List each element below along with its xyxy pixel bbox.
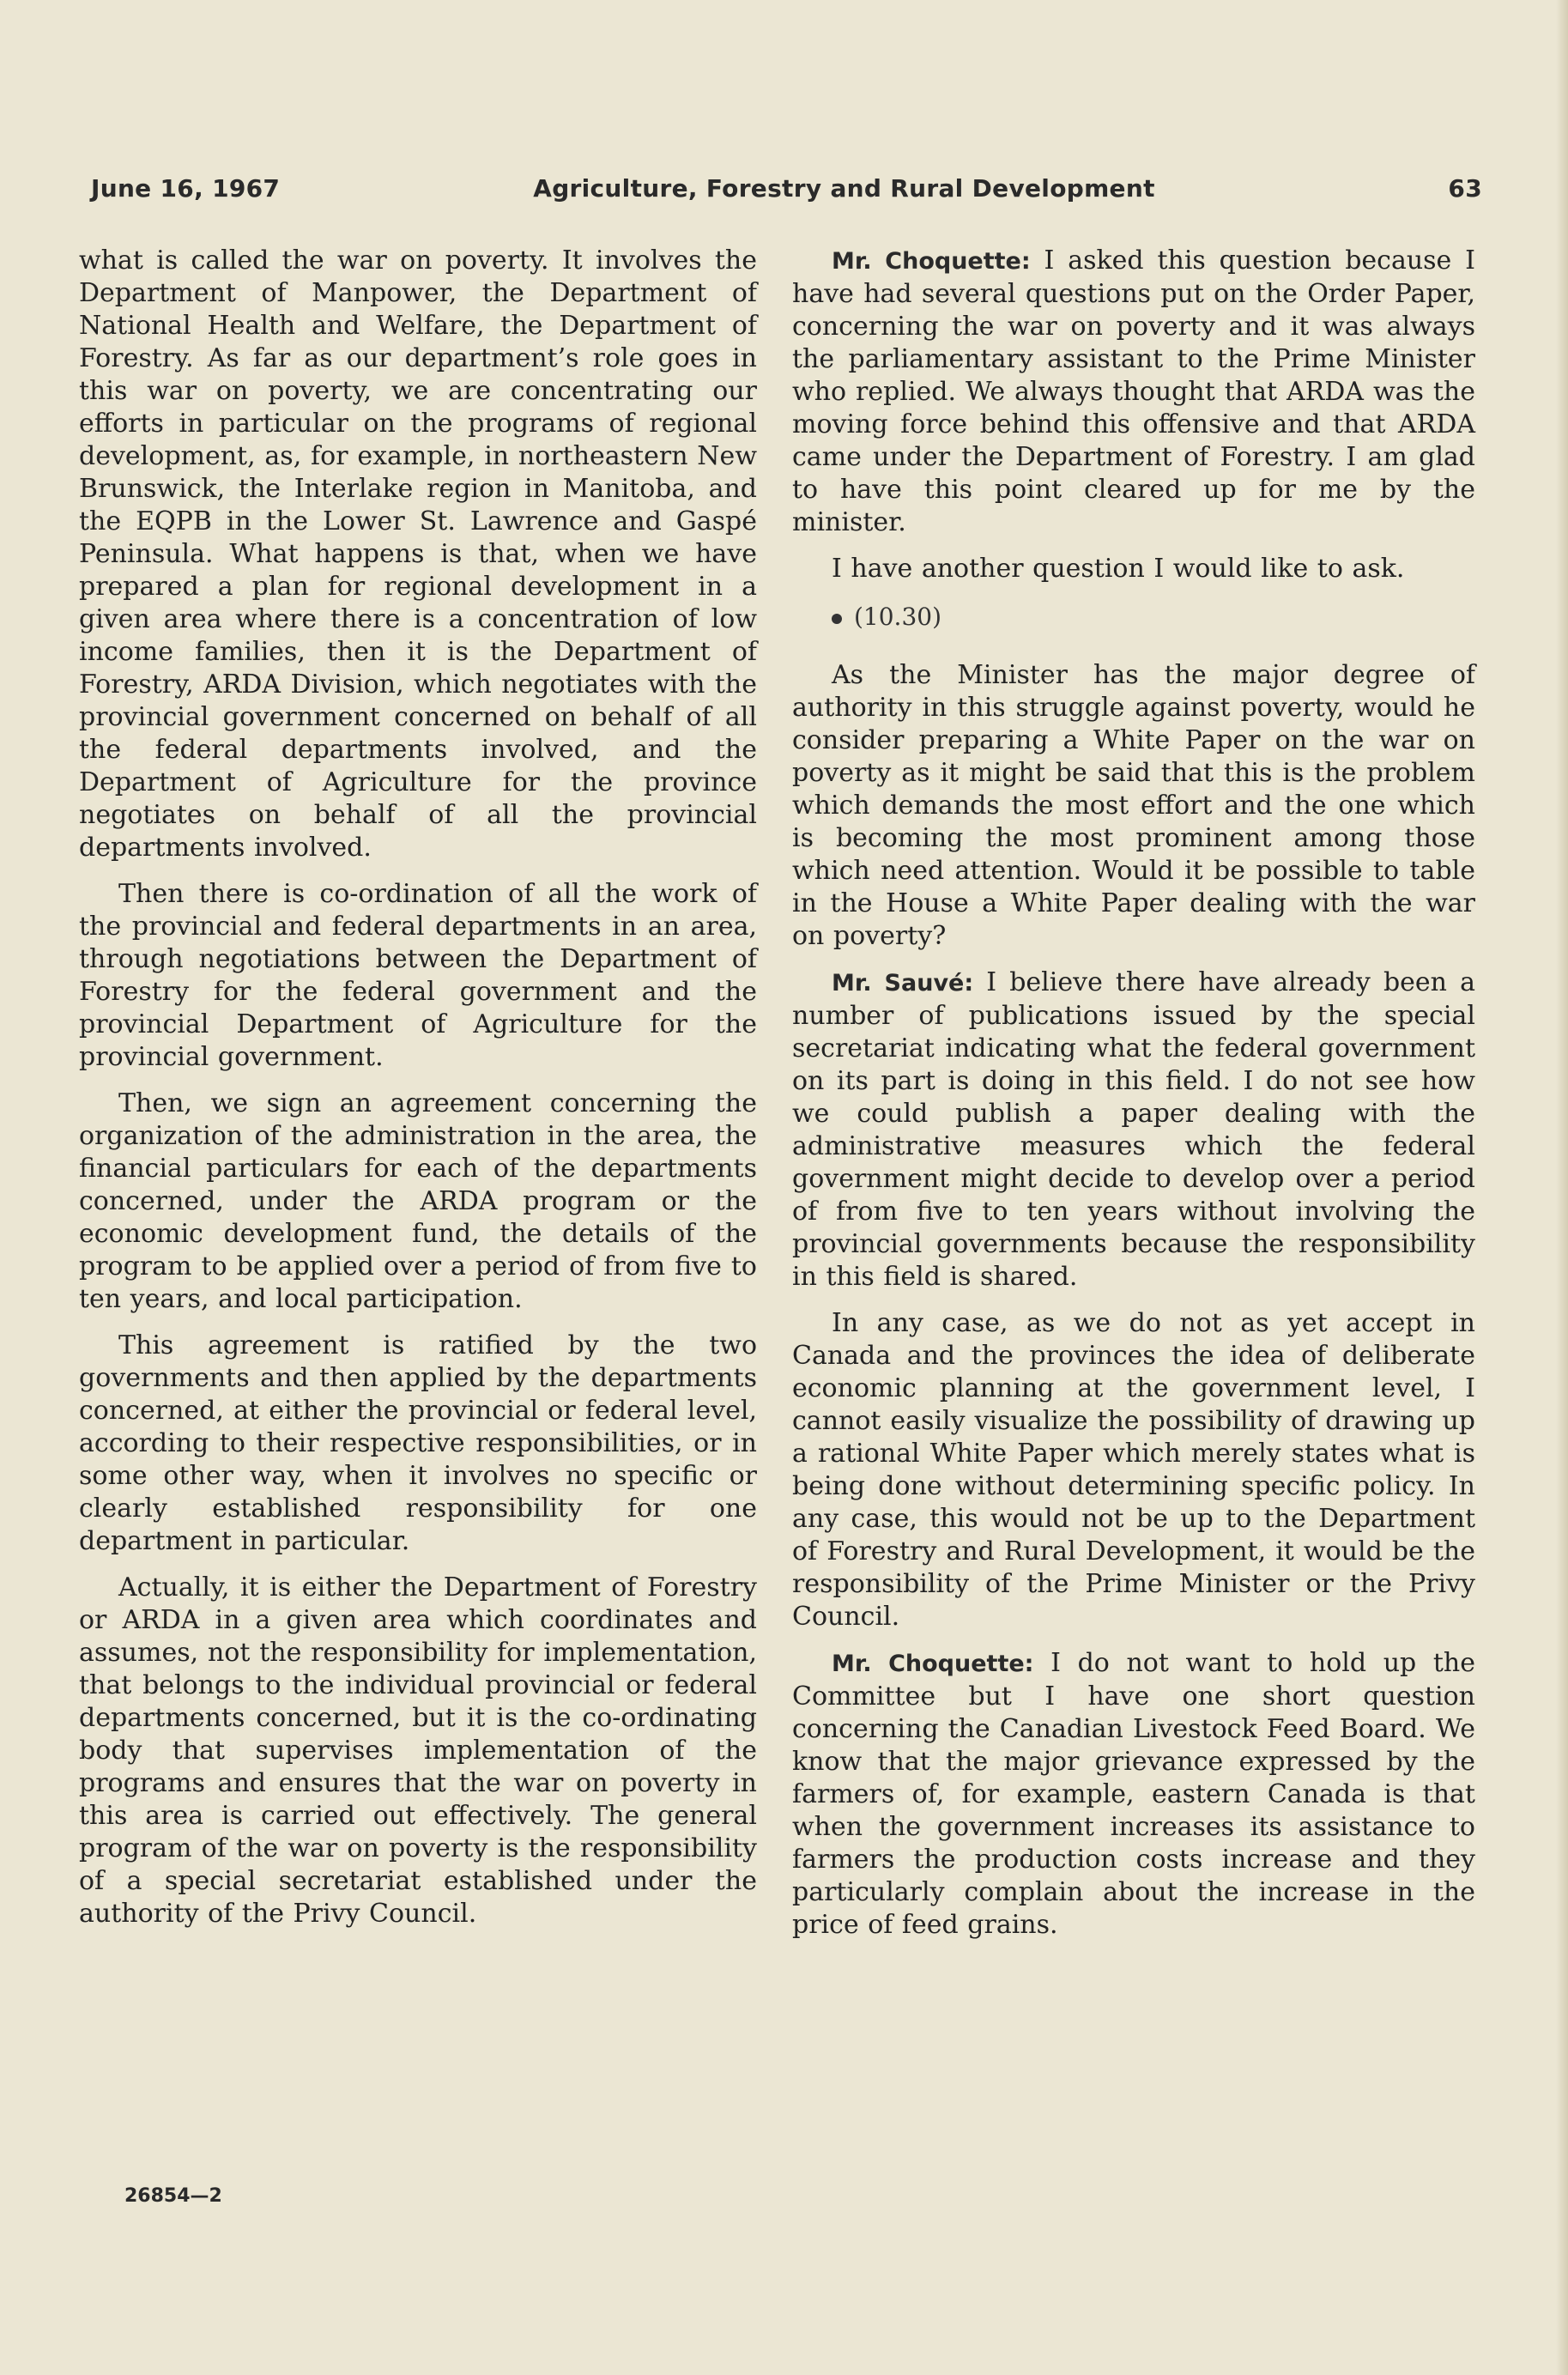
speaker-name: Mr. Choquette: bbox=[832, 248, 1031, 275]
page-number: 63 bbox=[1448, 174, 1482, 203]
bullet-icon bbox=[832, 614, 842, 624]
right-column bbox=[792, 245, 1475, 1955]
paragraph: Then, we sign an agreement concerning the organization of the administration in the area, the financial particulars for each of the departments concerned, under the ARDA program or the economic development fund, the details of the program to be applied over a period of from five to ten years, and local participation. bbox=[79, 1088, 757, 1314]
paragraph: As the Minister has the major degree of authority in this struggle against poverty, would he consider preparing a White Paper on the war on poverty as it might be said that this is the problem which demands the most effort and the one which is becoming the most prominent among those which need attention. Would it be possible to table in the House a White Paper dealing with the war on poverty? bbox=[792, 660, 1475, 951]
header-title: Agriculture, Forestry and Rural Development bbox=[533, 174, 1155, 203]
paragraph: what is called the war on poverty. It involves the Department of Manpower, the Department of National Health and Welfare, the Department of Forestry. As far as our department’s role goes in this war on poverty, we are concentrating our efforts in particular on the programs of regional development, as, for example, in northeastern New Brunswick, the Interlake region in Manitoba, and the EQPB in the Lower St. Lawrence and Gaspé Peninsula. What happens is that, when we have prepared a plan for regional development in a given area where there is a concentration of low income families, then it is the Department of Forestry, ARDA Division, which negotiates with the provincial government concerned on behalf of all the federal departments involved, and the Department of Agriculture for the province negotiates on behalf of all the provincial departments involved. bbox=[79, 245, 757, 863]
speech-paragraph bbox=[792, 245, 1475, 539]
timestamp-marker bbox=[832, 601, 1475, 633]
speech-paragraph bbox=[792, 1647, 1475, 1942]
paragraph: Then there is co-ordination of all the work of the provincial and federal departments in an area, through negotiations between the Department of Forestry for the federal government and the provincial Department of Agriculture for the provincial government. bbox=[79, 879, 757, 1072]
page-edge-shadow bbox=[1556, 0, 1568, 2375]
paragraph: This agreement is ratified by the two governments and then applied by the departments concerned, at either the provincial or federal level, according to their respective responsibilities, or in some other way, when it involves no specific or clearly established responsibility for one department in particular. bbox=[79, 1330, 757, 1556]
speaker-name: Mr. Choquette: bbox=[832, 1651, 1034, 1677]
timestamp-text: (10.30) bbox=[854, 603, 942, 631]
speech-text: I believe there have already been a number of publications issued by the special secretariat indicating what the federal government on its part is doing in this field. I do not see how we could publish a paper dealing with the administrative measures which the federal government might decide to develop over a period of from five to ten years without involving the provincial governments because the responsibility in this field is shared. bbox=[792, 967, 1475, 1292]
speech-text: I asked this question because I have had several questions put on the Order Paper, concerning the war on poverty and it was always the parliamentary assistant to the Prime Minister who replied. We always thought that ARDA was the moving force behind this offensive and that ARDA came under the Department of Forestry. I am glad to have this point cleared up for me by the minister. bbox=[792, 245, 1475, 537]
header-date: June 16, 1967 bbox=[91, 174, 281, 203]
paragraph: I have another question I would like to ask. bbox=[832, 554, 1405, 584]
speech-text: I do not want to hold up the Committee but I have one short question concerning the Canadian Livestock Feed Board. We know that the major grievance expressed by the farmers of, for example, eastern Canada is that when the government increases its assistance to farmers the production costs increase and they particularly complain about the increase in the price of feed grains. bbox=[792, 1648, 1475, 1940]
left-column bbox=[79, 245, 757, 1944]
speaker-name: Mr. Sauvé: bbox=[832, 970, 974, 997]
speech-paragraph bbox=[792, 966, 1475, 1294]
paragraph: Actually, it is either the Department of Forestry or ARDA in a given area which coordinates and assumes, not the responsibility for implementation, that belongs to the individual provincial or federal departments concerned, but it is the co-ordinating body that supervises implementation of the programs and ensures that the war on poverty in this area is carried out effectively. The general program of the war on poverty is the responsibility of a special secretariat established under the authority of the Privy Council. bbox=[79, 1572, 757, 1929]
print-code: 26854—2 bbox=[124, 2185, 222, 2207]
paragraph: In any case, as we do not as yet accept in Canada and the provinces the idea of deliberate economic planning at the government level, I cannot easily visualize the possibility of drawing up a rational White Paper which merely states what is being done without determining specific policy. In any case, this would not be up to the Department of Forestry and Rural Development, it would be the responsibility of the Prime Minister or the Privy Council. bbox=[792, 1308, 1475, 1632]
